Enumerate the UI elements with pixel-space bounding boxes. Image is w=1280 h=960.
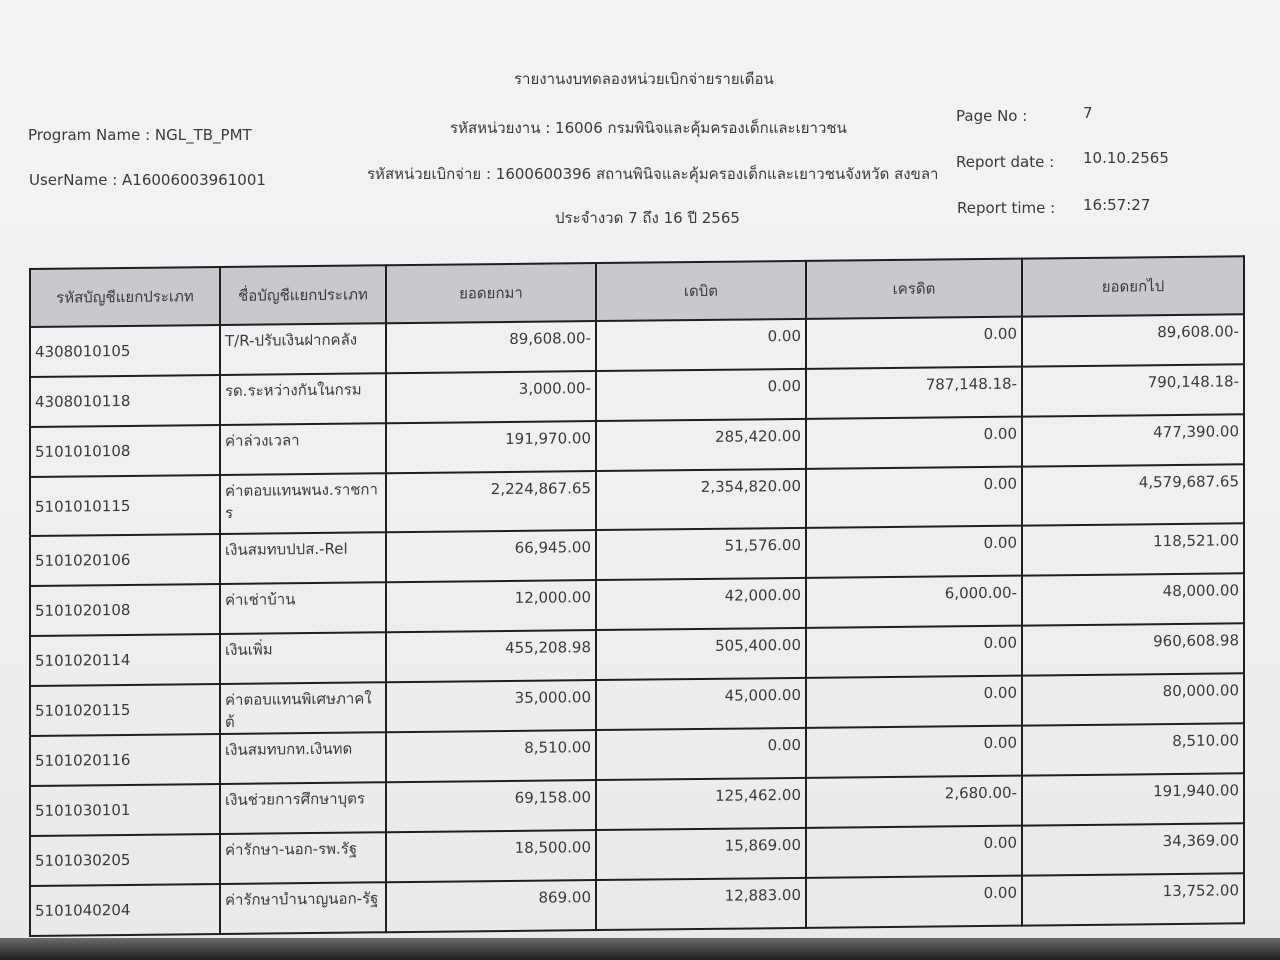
- carried-forward: 80,000.00: [1022, 673, 1244, 725]
- credit: 0.00: [806, 317, 1022, 369]
- brought-forward: 455,208.98: [386, 630, 596, 682]
- debit: 51,576.00: [596, 528, 806, 580]
- debit: 45,000.00: [596, 678, 806, 730]
- debit: 2,354,820.00: [596, 469, 806, 530]
- trial-balance-table-wrap: [29, 255, 1243, 937]
- col-header-brought-forward: ยอดยกมา: [386, 263, 596, 323]
- credit: 2,680.00-: [806, 776, 1022, 828]
- agency-line: รหัสหน่วยงาน : 16006 กรมพินิจและคุ้มครองเด็กและเยาวชน: [450, 119, 847, 137]
- account-name: เงินสมทบปปส.-Rel: [220, 532, 386, 584]
- col-header-carried-forward: ยอดยกไป: [1022, 256, 1244, 316]
- credit: 0.00: [806, 626, 1022, 678]
- debit: 12,883.00: [596, 878, 806, 930]
- col-header-credit: เครดิต: [806, 259, 1022, 319]
- debit: 0.00: [596, 319, 806, 371]
- report-time-value: 16:57:27: [1083, 196, 1151, 214]
- carried-forward: 34,369.00: [1022, 823, 1244, 875]
- brought-forward: 3,000.00-: [386, 371, 596, 423]
- account-name: T/R-ปรับเงินฝากคลัง: [220, 323, 386, 375]
- debit: 125,462.00: [596, 778, 806, 830]
- debit: 285,420.00: [596, 419, 806, 471]
- carried-forward: 13,752.00: [1022, 873, 1244, 925]
- carried-forward: 960,608.98: [1022, 623, 1244, 675]
- credit: 0.00: [806, 676, 1022, 728]
- brought-forward: 869.00: [386, 880, 596, 932]
- disbursing-unit-line: รหัสหน่วยเบิกจ่าย : 1600600396 สถานพินิจและคุ้มครองเด็กและเยาวชนจังหวัด สงขลา: [367, 165, 939, 183]
- brought-forward: 69,158.00: [386, 780, 596, 832]
- report-time-label: Report time :: [957, 199, 1056, 217]
- username: UserName : A16006003961001: [29, 171, 266, 189]
- period-line: ประจำงวด 7 ถึง 16 ปี 2565: [555, 209, 740, 227]
- carried-forward: 4,579,687.65: [1022, 464, 1244, 525]
- account-code: 5101020115: [30, 684, 220, 736]
- account-code: 5101020116: [30, 734, 220, 786]
- brought-forward: 89,608.00-: [386, 321, 596, 373]
- brought-forward: 35,000.00: [386, 680, 596, 732]
- report-title: รายงานงบทดลองหน่วยเบิกจ่ายรายเดือน: [514, 70, 774, 88]
- credit: 0.00: [806, 876, 1022, 928]
- debit: 42,000.00: [596, 578, 806, 630]
- page-no-value: 7: [1083, 104, 1093, 122]
- carried-forward: 48,000.00: [1022, 573, 1244, 625]
- account-code: 5101020106: [30, 534, 220, 586]
- report-date-value: 10.10.2565: [1083, 149, 1169, 167]
- program-name: Program Name : NGL_TB_PMT: [28, 126, 252, 144]
- credit: 0.00: [806, 467, 1022, 528]
- account-name: ค่าตอบแทนพิเศษภาคใต้: [220, 682, 386, 734]
- carried-forward: 790,148.18-: [1022, 364, 1244, 416]
- carried-forward: 477,390.00: [1022, 414, 1244, 466]
- col-header-debit: เดบิต: [596, 261, 806, 321]
- carried-forward: 8,510.00: [1022, 723, 1244, 775]
- account-code: 4308010118: [30, 375, 220, 427]
- account-code: 5101010108: [30, 425, 220, 477]
- debit: 0.00: [596, 369, 806, 421]
- account-code: 4308010105: [30, 325, 220, 377]
- carried-forward: 89,608.00-: [1022, 314, 1244, 366]
- account-code: 5101010115: [30, 475, 220, 536]
- credit: 0.00: [806, 417, 1022, 469]
- page-no-label: Page No :: [956, 107, 1028, 125]
- account-name: เงินสมทบกท.เงินทด: [220, 732, 386, 784]
- trial-balance-table: [29, 255, 1245, 937]
- account-code: 5101030101: [30, 784, 220, 836]
- account-name: ค่ารักษาบำนาญนอก-รัฐ: [220, 882, 386, 934]
- credit: 0.00: [806, 826, 1022, 878]
- account-code: 5101040204: [30, 884, 220, 936]
- credit: 0.00: [806, 726, 1022, 778]
- brought-forward: 2,224,867.65: [386, 471, 596, 532]
- col-header-account-code: รหัสบัญชีแยกประเภท: [30, 267, 220, 327]
- credit: 787,148.18-: [806, 367, 1022, 419]
- brought-forward: 8,510.00: [386, 730, 596, 782]
- account-name: ค่าล่วงเวลา: [220, 423, 386, 475]
- account-name: เงินช่วยการศึกษาบุตร: [220, 782, 386, 834]
- col-header-account-name: ชื่อบัญชีแยกประเภท: [220, 265, 386, 325]
- account-code: 5101030205: [30, 834, 220, 886]
- account-name: ค่าตอบแทนพนง.ราชการ: [220, 473, 386, 534]
- credit: 0.00: [806, 526, 1022, 578]
- debit: 0.00: [596, 728, 806, 780]
- report-date-label: Report date :: [956, 153, 1055, 171]
- account-name: รด.ระหว่างกันในกรม: [220, 373, 386, 425]
- account-name: เงินเพิ่ม: [220, 632, 386, 684]
- account-name: ค่าเช่าบ้าน: [220, 582, 386, 634]
- desk-shadow: [0, 938, 1280, 960]
- debit: 15,869.00: [596, 828, 806, 880]
- account-code: 5101020108: [30, 584, 220, 636]
- brought-forward: 18,500.00: [386, 830, 596, 882]
- carried-forward: 118,521.00: [1022, 523, 1244, 575]
- brought-forward: 12,000.00: [386, 580, 596, 632]
- debit: 505,400.00: [596, 628, 806, 680]
- account-code: 5101020114: [30, 634, 220, 686]
- carried-forward: 191,940.00: [1022, 773, 1244, 825]
- credit: 6,000.00-: [806, 576, 1022, 628]
- account-name: ค่ารักษา-นอก-รพ.รัฐ: [220, 832, 386, 884]
- brought-forward: 191,970.00: [386, 421, 596, 473]
- brought-forward: 66,945.00: [386, 530, 596, 582]
